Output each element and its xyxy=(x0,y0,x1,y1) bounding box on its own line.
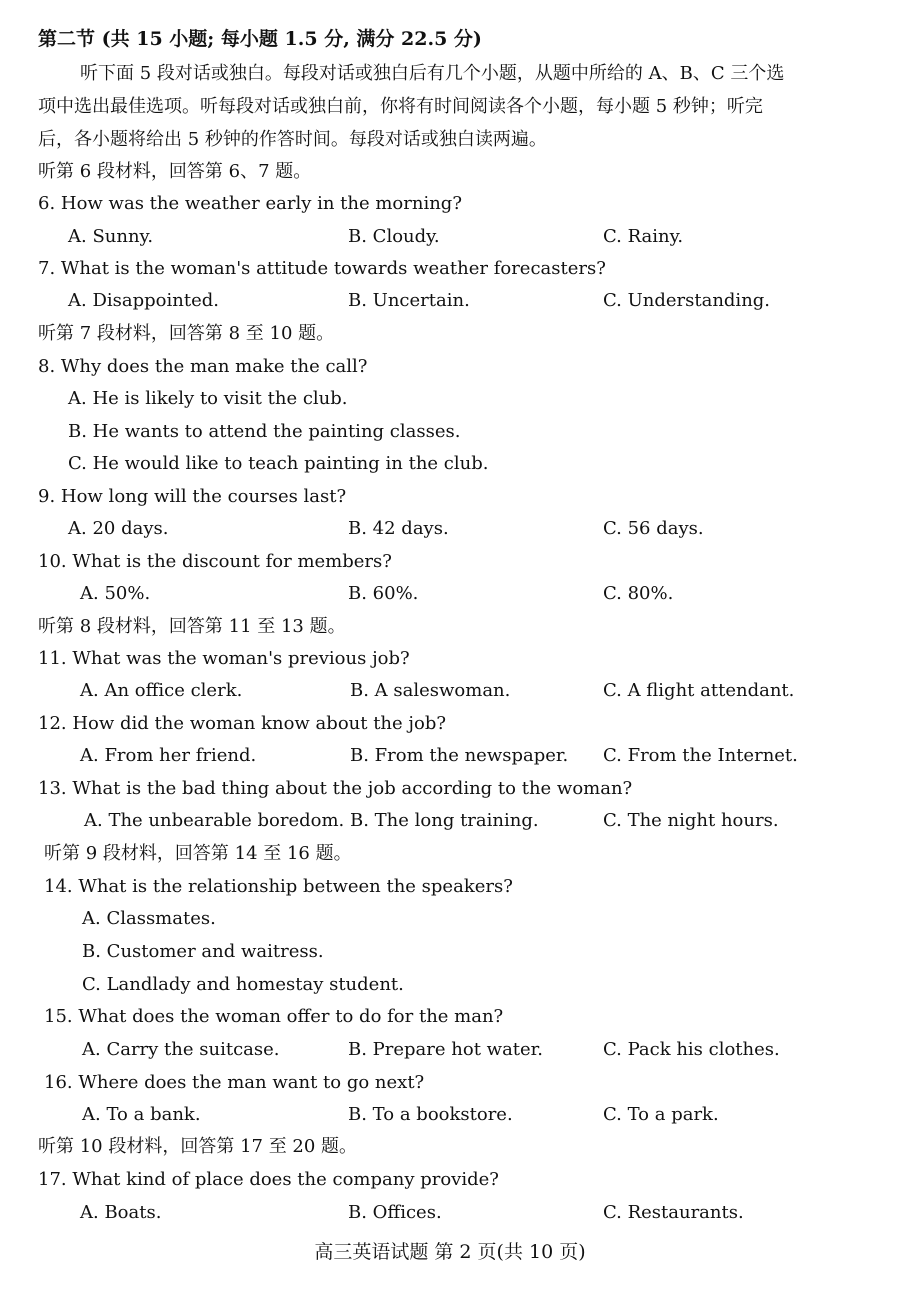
option-b: B. The long training. xyxy=(350,810,539,831)
option-c: C. 80%. xyxy=(603,583,674,604)
question-13: 13. What is the bad thing about the job according to the woman? xyxy=(38,778,633,799)
instruction-line-3: 后，各小题将给出 5 秒钟的作答时间。每段对话或独白读两遍。 xyxy=(38,129,547,150)
question-17: 17. What kind of place does the company provide? xyxy=(38,1169,499,1190)
question-12: 12. How did the woman know about the job? xyxy=(38,713,446,734)
option-c: C. He would like to teach painting in the club. xyxy=(68,453,489,474)
option-a: A. 50%. xyxy=(80,583,151,604)
option-a: A. He is likely to visit the club. xyxy=(68,388,348,409)
option-c: C. Understanding. xyxy=(603,290,771,311)
instruction-line-1: 听下面 5 段对话或独白。每段对话或独白后有几个小题，从题中所给的 A、B、C 三个选 xyxy=(80,63,785,84)
option-b: B. Uncertain. xyxy=(348,290,470,311)
option-a: A. The unbearable boredom. xyxy=(84,810,345,831)
question-10: 10. What is the discount for members? xyxy=(38,551,392,572)
option-b: B. Prepare hot water. xyxy=(348,1039,544,1060)
group-header: 听第 9 段材料，回答第 14 至 16 题。 xyxy=(44,843,352,864)
question-14: 14. What is the relationship between the speakers? xyxy=(44,876,513,897)
instruction-line-2: 项中选出最佳选项。听每段对话或独白前，你将有时间阅读各个小题，每小题 5 秒钟；听完 xyxy=(38,96,763,117)
option-b: B. To a bookstore. xyxy=(348,1104,513,1125)
group-header: 听第 10 段材料，回答第 17 至 20 题。 xyxy=(38,1136,358,1157)
option-c: C. Restaurants. xyxy=(603,1202,744,1223)
option-b: B. A saleswoman. xyxy=(350,680,511,701)
option-c: C. The night hours. xyxy=(603,810,779,831)
option-b: B. From the newspaper. xyxy=(350,745,569,766)
question-15: 15. What does the woman offer to do for the man? xyxy=(44,1006,504,1027)
page-footer: 高三英语试题 第 2 页(共 10 页) xyxy=(314,1241,586,1263)
option-b: B. He wants to attend the painting classes. xyxy=(68,421,461,442)
question-7: 7. What is the woman's attitude towards weather forecasters? xyxy=(38,258,606,279)
option-c: C. Landlady and homestay student. xyxy=(82,974,404,995)
option-c: C. From the Internet. xyxy=(603,745,798,766)
option-c: C. Rainy. xyxy=(603,226,684,247)
option-b: B. 60%. xyxy=(348,583,419,604)
option-a: A. Classmates. xyxy=(82,908,216,929)
option-c: C. Pack his clothes. xyxy=(603,1039,780,1060)
option-c: C. 56 days. xyxy=(603,518,704,539)
option-a: A. Disappointed. xyxy=(68,290,219,311)
section-title: 第二节 (共 15 小题; 每小题 1.5 分, 满分 22.5 分) xyxy=(38,28,482,50)
question-9: 9. How long will the courses last? xyxy=(38,486,347,507)
group-header: 听第 8 段材料，回答第 11 至 13 题。 xyxy=(38,616,346,637)
option-a: A. 20 days. xyxy=(68,518,169,539)
question-8: 8. Why does the man make the call? xyxy=(38,356,368,377)
option-b: B. 42 days. xyxy=(348,518,449,539)
question-11: 11. What was the woman's previous job? xyxy=(38,648,410,669)
option-b: B. Customer and waitress. xyxy=(82,941,324,962)
question-16: 16. Where does the man want to go next? xyxy=(44,1072,425,1093)
option-b: B. Offices. xyxy=(348,1202,442,1223)
option-a: A. From her friend. xyxy=(80,745,257,766)
option-a: A. Carry the suitcase. xyxy=(82,1039,280,1060)
option-a: A. An office clerk. xyxy=(80,680,243,701)
option-c: C. A flight attendant. xyxy=(603,680,795,701)
option-a: A. Sunny. xyxy=(68,226,154,247)
option-a: A. To a bank. xyxy=(82,1104,201,1125)
option-a: A. Boats. xyxy=(80,1202,162,1223)
group-header: 听第 6 段材料，回答第 6、7 题。 xyxy=(38,161,312,182)
option-c: C. To a park. xyxy=(603,1104,719,1125)
option-b: B. Cloudy. xyxy=(348,226,440,247)
group-header: 听第 7 段材料，回答第 8 至 10 题。 xyxy=(38,323,335,344)
question-6: 6. How was the weather early in the morning? xyxy=(38,193,462,214)
